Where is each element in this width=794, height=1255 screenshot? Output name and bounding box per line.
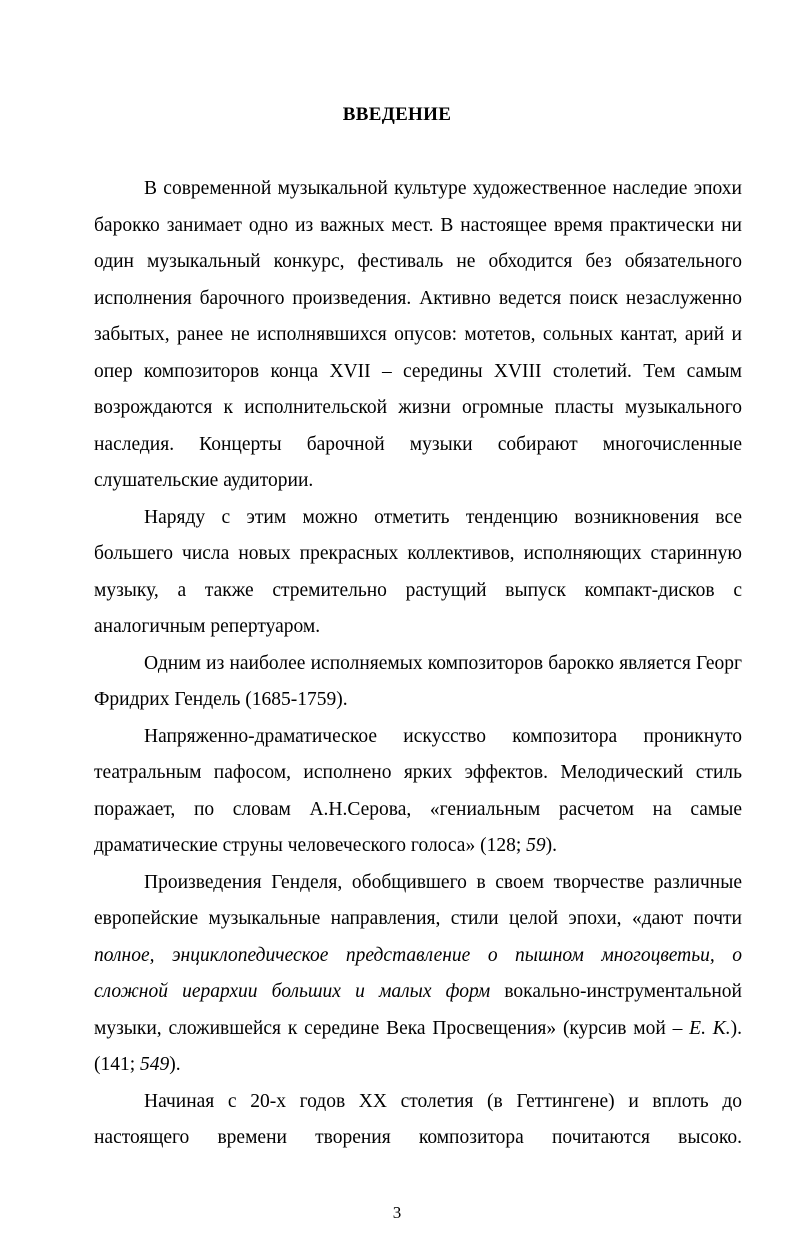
paragraph-5-text-b: вокально-инструментальной музыки, сложившейся к середине Века Просвещения» (курсив мой – xyxy=(94,981,742,1039)
paragraph-4 xyxy=(94,719,742,865)
citation-page: 549 xyxy=(140,1054,170,1075)
paragraph-4-end: ). xyxy=(545,835,557,856)
paragraph-5 xyxy=(94,865,742,1084)
paragraph-5-text-a: Произведения Генделя, обобщившего в своем творчестве различные европейские музыкальные направления, стили целой эпохи, «дают почти xyxy=(94,871,742,929)
paragraph-3: Одним из наиболее исполняемых композиторов барокко является Георг Фридрих Гендель (1685-1759). xyxy=(94,652,742,710)
paragraph-5-text-c: ). (141; xyxy=(94,1017,742,1075)
paragraph-1: В современной музыкальной культуре художественное наследие эпохи барокко занимает одно из важных мест. В настоящее время практически ни один музыкальный конкурс, фестиваль не обходится без обязательного исполнения барочного произведения. Активно ведется поиск незаслуженно забытых, ранее не исполнявшихся опусов: мотетов, сольных кантат, арий и опер композиторов конца XVII – середины XVIII столетий. Тем самым возрождаются к исполнительской жизни огромные пласты музыкального наследия. Концерты барочной музыки собирают многочисленные слушательские аудитории. xyxy=(94,178,742,491)
paragraph-2: Наряду с этим можно отметить тенденцию возникновения все большего числа новых прекрасных коллективов, исполняющих старинную музыку, а также стремительно растущий выпуск компакт-дисков с аналогичным репертуаром. xyxy=(94,506,742,637)
paragraph-6: Начиная с 20-х годов XX столетия (в Геттингене) и вплоть до настоящего времени творения композитора почитаются высоко. xyxy=(94,1090,742,1148)
body-text xyxy=(94,171,742,1157)
paragraph-4-text: Напряженно-драматическое искусство композитора проникнуто театральным пафосом, исполнено ярких эффектов. Мелодический стиль поражает, по словам А.Н.Серова, «гениальным расчетом на самые драматические струны человеческого голоса» (128; xyxy=(94,725,742,856)
citation-page: 59 xyxy=(526,835,546,856)
page-title: ВВЕДЕНИЕ xyxy=(342,104,452,125)
author-initials: Е. К. xyxy=(689,1017,731,1039)
page-number: 3 xyxy=(392,1203,402,1222)
paragraph-5-end: ). xyxy=(169,1054,181,1075)
paragraph-5-italic-quote: полное, энциклопедическое представление о пышном многоцветьи, о сложной иерархии больших и малых форм xyxy=(94,944,742,1002)
